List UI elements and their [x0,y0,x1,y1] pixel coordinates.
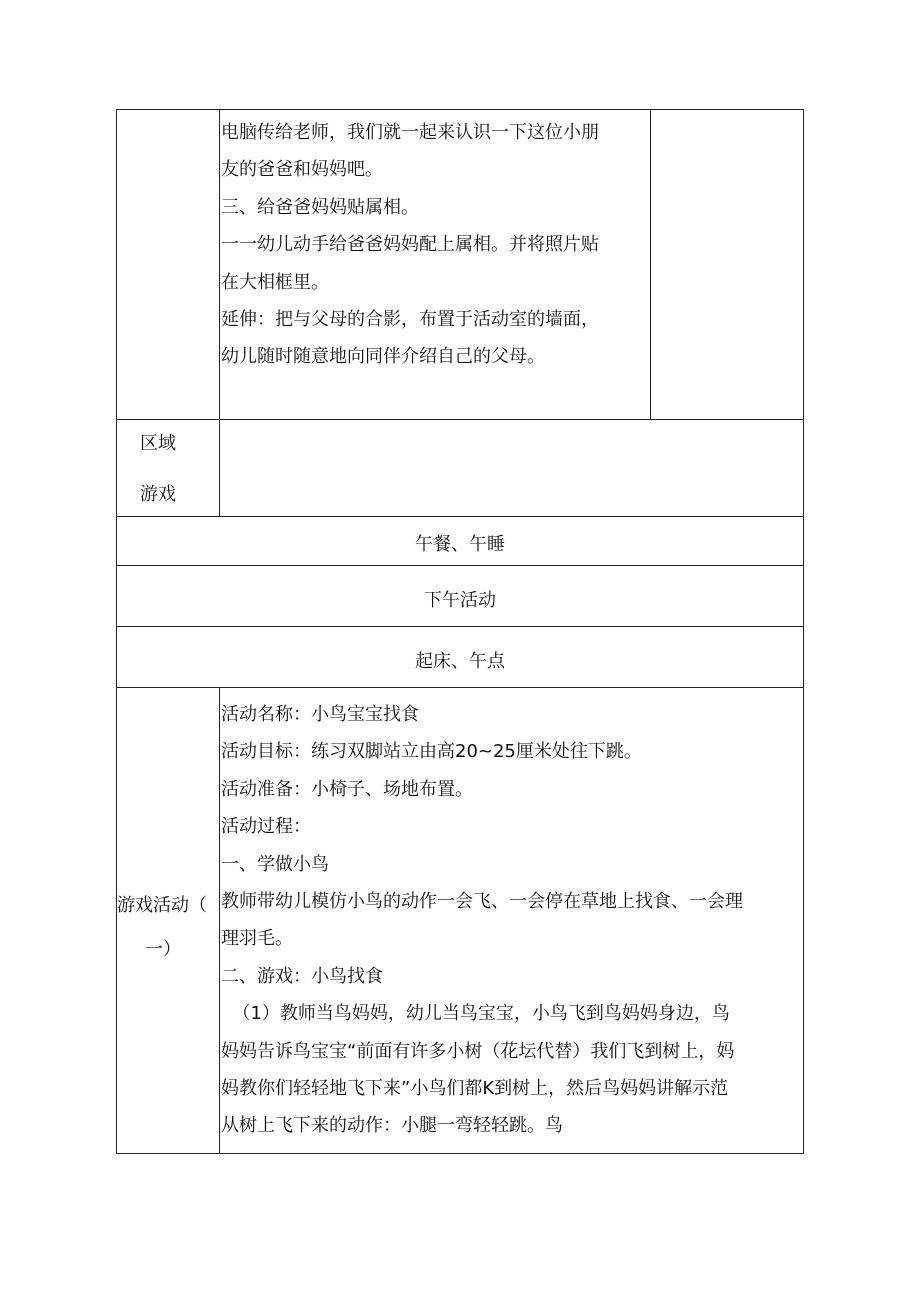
table-right-border [803,109,804,1154]
row6-line: 二、游戏：小鸟找食 [221,965,383,987]
row1-line: 友的爸爸和妈妈吧。 [221,159,383,181]
row2-label-line2: 游戏 [140,484,176,505]
row6-line: （1）教师当鸟妈妈，幼儿当鸟宝宝，小鸟飞到鸟妈妈身边，鸟 [221,1003,730,1025]
row-divider [116,626,804,627]
row6-line: 活动目标：练习双脚站立由高20~25厘米处往下跳。 [221,741,642,763]
row6-line: 妈教你们轻轻地飞下来”小鸟们都K到树上，然后鸟妈妈讲解示范 [221,1078,729,1100]
row1-line: 延伸：把与父母的合影，布置于活动室的墙面， [221,309,599,331]
column-divider [219,687,220,1154]
row6-line: 一、学做小鸟 [221,853,329,875]
row1-line: 幼儿随时随意地向同伴介绍自己的父母。 [221,346,545,368]
row6-line: 活动过程： [221,816,311,838]
row6-line: 从树上飞下来的动作：小腿一弯轻轻跳。鸟 [221,1115,563,1137]
row-divider [116,565,804,566]
row1-content [221,114,599,376]
afternoon-activity-row: 下午活动 [424,590,496,611]
row1-line: 一一幼儿动手给爸爸妈妈配上属相。并将照片贴 [221,234,599,256]
row6-line: 活动准备：小椅子、场地布置。 [221,778,473,800]
wake-snack-row: 起床、午点 [415,651,505,672]
row1-line: 电脑传给老师，我们就一起来认识一下这位小朋 [221,122,599,143]
row6-label-line2: 一） [145,939,181,960]
row6-line: 理羽毛。 [221,928,293,950]
row6-line: 妈妈告诉鸟宝宝“前面有许多小树（花坛代替）我们飞到树上，妈 [221,1040,735,1062]
row1-line: 三、给爸爸妈妈贴属相。 [221,196,419,218]
column-divider [650,109,651,420]
row1-line: 在大相框里。 [221,271,329,293]
lunch-nap-row: 午餐、午睡 [415,534,505,555]
row2-label-line1: 区域 [140,433,176,454]
row6-line: 教师带幼儿模仿小鸟的动作一会飞、一会停在草地上找食、一会理 [221,891,743,913]
row6-line: 活动名称：小鸟宝宝找食 [221,704,419,725]
column-divider [219,109,220,517]
row6-content [221,696,743,1145]
row6-label-line1: 游戏活动（ [117,895,207,916]
table-left-border [116,109,117,1154]
